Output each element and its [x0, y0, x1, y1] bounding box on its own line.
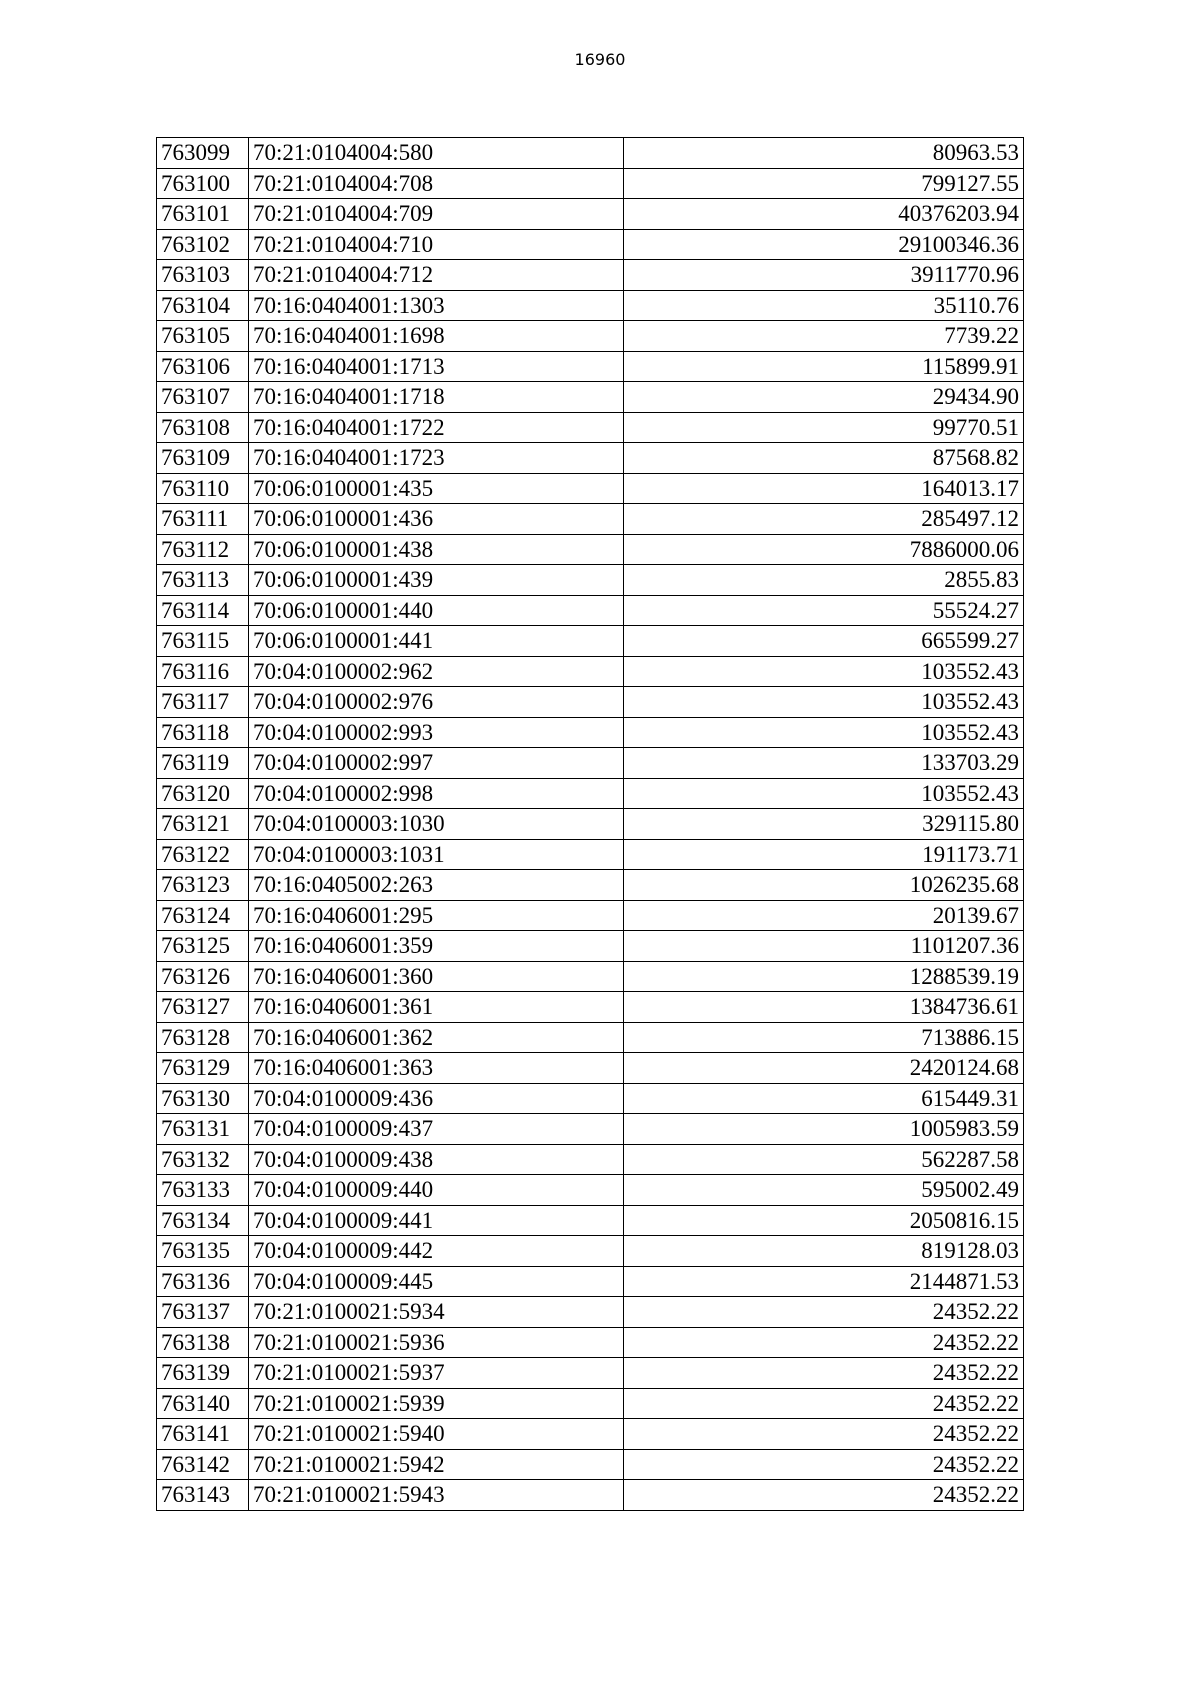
- cadastral-number-cell: 70:06:0100001:441: [249, 626, 624, 657]
- table-row: [157, 1480, 1024, 1511]
- table-row: [157, 168, 1024, 199]
- row-number-cell: 763111: [157, 504, 249, 535]
- table-row: [157, 1388, 1024, 1419]
- table-row: [157, 626, 1024, 657]
- row-number-cell: 763134: [157, 1205, 249, 1236]
- table-row: [157, 351, 1024, 382]
- cadastral-number-cell: 70:06:0100001:439: [249, 565, 624, 596]
- table-row: [157, 199, 1024, 230]
- cadastral-value-cell: 29434.90: [624, 382, 1024, 413]
- cadastral-value-cell: 20139.67: [624, 900, 1024, 931]
- cadastral-value-cell: 103552.43: [624, 717, 1024, 748]
- cadastral-number-cell: 70:21:0100021:5943: [249, 1480, 624, 1511]
- table-row: [157, 1022, 1024, 1053]
- cadastral-value-cell: 24352.22: [624, 1480, 1024, 1511]
- row-number-cell: 763118: [157, 717, 249, 748]
- cadastral-value-cell: 2420124.68: [624, 1053, 1024, 1084]
- table-row: [157, 961, 1024, 992]
- cadastral-value-cell: 35110.76: [624, 290, 1024, 321]
- row-number-cell: 763119: [157, 748, 249, 779]
- cadastral-value-cell: 7886000.06: [624, 534, 1024, 565]
- cadastral-value-cell: 24352.22: [624, 1449, 1024, 1480]
- table-row: [157, 778, 1024, 809]
- cadastral-value-cell: 3911770.96: [624, 260, 1024, 291]
- table-row: [157, 656, 1024, 687]
- table-row: [157, 900, 1024, 931]
- cadastral-number-cell: 70:04:0100002:998: [249, 778, 624, 809]
- cadastral-number-cell: 70:21:0104004:580: [249, 138, 624, 169]
- cadastral-value-cell: 191173.71: [624, 839, 1024, 870]
- row-number-cell: 763130: [157, 1083, 249, 1114]
- cadastral-value-cell: 1026235.68: [624, 870, 1024, 901]
- cadastral-number-cell: 70:04:0100009:438: [249, 1144, 624, 1175]
- cadastral-number-cell: 70:04:0100009:436: [249, 1083, 624, 1114]
- cadastral-value-cell: 103552.43: [624, 656, 1024, 687]
- table-row: [157, 260, 1024, 291]
- row-number-cell: 763105: [157, 321, 249, 352]
- row-number-cell: 763132: [157, 1144, 249, 1175]
- row-number-cell: 763138: [157, 1327, 249, 1358]
- table-row: [157, 534, 1024, 565]
- cadastral-number-cell: 70:16:0406001:360: [249, 961, 624, 992]
- cadastral-number-cell: 70:16:0404001:1718: [249, 382, 624, 413]
- row-number-cell: 763107: [157, 382, 249, 413]
- cadastral-value-cell: 615449.31: [624, 1083, 1024, 1114]
- cadastral-value-cell: 665599.27: [624, 626, 1024, 657]
- table-row: [157, 290, 1024, 321]
- table-row: [157, 382, 1024, 413]
- cadastral-value-cell: 1005983.59: [624, 1114, 1024, 1145]
- cadastral-value-cell: 562287.58: [624, 1144, 1024, 1175]
- cadastral-number-cell: 70:16:0404001:1722: [249, 412, 624, 443]
- cadastral-value-cell: 24352.22: [624, 1297, 1024, 1328]
- cadastral-value-cell: 103552.43: [624, 687, 1024, 718]
- row-number-cell: 763112: [157, 534, 249, 565]
- cadastral-number-cell: 70:16:0406001:362: [249, 1022, 624, 1053]
- table-row: [157, 1175, 1024, 1206]
- cadastral-number-cell: 70:21:0104004:708: [249, 168, 624, 199]
- row-number-cell: 763104: [157, 290, 249, 321]
- row-number-cell: 763101: [157, 199, 249, 230]
- cadastral-number-cell: 70:16:0406001:363: [249, 1053, 624, 1084]
- row-number-cell: 763141: [157, 1419, 249, 1450]
- cadastral-value-cell: 29100346.36: [624, 229, 1024, 260]
- cadastral-value-cell: 819128.03: [624, 1236, 1024, 1267]
- table-row: [157, 839, 1024, 870]
- cadastral-value-cell: 7739.22: [624, 321, 1024, 352]
- table-row: [157, 1419, 1024, 1450]
- cadastral-value-cell: 713886.15: [624, 1022, 1024, 1053]
- table-row: [157, 473, 1024, 504]
- cadastral-number-cell: 70:16:0404001:1723: [249, 443, 624, 474]
- cadastral-value-cell: 799127.55: [624, 168, 1024, 199]
- table-row: [157, 443, 1024, 474]
- cadastral-value-cell: 103552.43: [624, 778, 1024, 809]
- row-number-cell: 763126: [157, 961, 249, 992]
- cadastral-number-cell: 70:06:0100001:438: [249, 534, 624, 565]
- cadastral-number-cell: 70:16:0406001:361: [249, 992, 624, 1023]
- cadastral-value-cell: 1384736.61: [624, 992, 1024, 1023]
- row-number-cell: 763113: [157, 565, 249, 596]
- cadastral-number-cell: 70:16:0404001:1713: [249, 351, 624, 382]
- row-number-cell: 763142: [157, 1449, 249, 1480]
- table-row: [157, 931, 1024, 962]
- row-number-cell: 763099: [157, 138, 249, 169]
- cadastral-number-cell: 70:21:0100021:5937: [249, 1358, 624, 1389]
- cadastral-number-cell: 70:06:0100001:436: [249, 504, 624, 535]
- row-number-cell: 763143: [157, 1480, 249, 1511]
- cadastral-number-cell: 70:04:0100002:976: [249, 687, 624, 718]
- row-number-cell: 763140: [157, 1388, 249, 1419]
- row-number-cell: 763123: [157, 870, 249, 901]
- row-number-cell: 763127: [157, 992, 249, 1023]
- table-row: [157, 229, 1024, 260]
- table-row: [157, 1236, 1024, 1267]
- cadastral-number-cell: 70:06:0100001:440: [249, 595, 624, 626]
- table-row: [157, 1327, 1024, 1358]
- row-number-cell: 763135: [157, 1236, 249, 1267]
- cadastral-value-cell: 80963.53: [624, 138, 1024, 169]
- cadastral-value-cell: 24352.22: [624, 1358, 1024, 1389]
- cadastral-value-cell: 2144871.53: [624, 1266, 1024, 1297]
- cadastral-number-cell: 70:21:0104004:709: [249, 199, 624, 230]
- table-row: [157, 717, 1024, 748]
- row-number-cell: 763120: [157, 778, 249, 809]
- cadastral-number-cell: 70:04:0100009:442: [249, 1236, 624, 1267]
- table-body: [157, 138, 1024, 1511]
- row-number-cell: 763131: [157, 1114, 249, 1145]
- row-number-cell: 763103: [157, 260, 249, 291]
- table-row: [157, 321, 1024, 352]
- row-number-cell: 763136: [157, 1266, 249, 1297]
- table-row: [157, 809, 1024, 840]
- table-row: [157, 687, 1024, 718]
- cadastral-number-cell: 70:04:0100003:1031: [249, 839, 624, 870]
- cadastral-value-cell: 24352.22: [624, 1419, 1024, 1450]
- cadastral-number-cell: 70:21:0104004:712: [249, 260, 624, 291]
- row-number-cell: 763116: [157, 656, 249, 687]
- row-number-cell: 763137: [157, 1297, 249, 1328]
- table-row: [157, 1144, 1024, 1175]
- cadastral-number-cell: 70:04:0100003:1030: [249, 809, 624, 840]
- table-row: [157, 1266, 1024, 1297]
- cadastral-number-cell: 70:04:0100009:437: [249, 1114, 624, 1145]
- cadastral-value-cell: 1101207.36: [624, 931, 1024, 962]
- table-row: [157, 1205, 1024, 1236]
- cadastral-number-cell: 70:16:0406001:295: [249, 900, 624, 931]
- row-number-cell: 763139: [157, 1358, 249, 1389]
- cadastral-number-cell: 70:04:0100009:445: [249, 1266, 624, 1297]
- row-number-cell: 763129: [157, 1053, 249, 1084]
- table-row: [157, 412, 1024, 443]
- row-number-cell: 763133: [157, 1175, 249, 1206]
- cadastral-number-cell: 70:16:0405002:263: [249, 870, 624, 901]
- cadastral-number-cell: 70:21:0100021:5942: [249, 1449, 624, 1480]
- row-number-cell: 763117: [157, 687, 249, 718]
- cadastral-number-cell: 70:06:0100001:435: [249, 473, 624, 504]
- table-row: [157, 1053, 1024, 1084]
- row-number-cell: 763115: [157, 626, 249, 657]
- row-number-cell: 763124: [157, 900, 249, 931]
- row-number-cell: 763102: [157, 229, 249, 260]
- cadastral-value-cell: 99770.51: [624, 412, 1024, 443]
- cadastral-value-cell: 329115.80: [624, 809, 1024, 840]
- cadastral-value-cell: 2855.83: [624, 565, 1024, 596]
- cadastral-value-cell: 133703.29: [624, 748, 1024, 779]
- table-row: [157, 565, 1024, 596]
- cadastral-number-cell: 70:21:0100021:5939: [249, 1388, 624, 1419]
- table-row: [157, 870, 1024, 901]
- cadastral-number-cell: 70:04:0100002:962: [249, 656, 624, 687]
- cadastral-number-cell: 70:04:0100009:440: [249, 1175, 624, 1206]
- cadastral-value-cell: 87568.82: [624, 443, 1024, 474]
- page-number: 16960: [574, 50, 626, 69]
- cadastral-number-cell: 70:16:0406001:359: [249, 931, 624, 962]
- cadastral-number-cell: 70:04:0100002:993: [249, 717, 624, 748]
- row-number-cell: 763109: [157, 443, 249, 474]
- cadastral-number-cell: 70:21:0100021:5934: [249, 1297, 624, 1328]
- row-number-cell: 763114: [157, 595, 249, 626]
- cadastral-number-cell: 70:21:0104004:710: [249, 229, 624, 260]
- row-number-cell: 763122: [157, 839, 249, 870]
- table-row: [157, 504, 1024, 535]
- cadastral-number-cell: 70:16:0404001:1698: [249, 321, 624, 352]
- cadastral-number-cell: 70:04:0100002:997: [249, 748, 624, 779]
- cadastral-value-cell: 164013.17: [624, 473, 1024, 504]
- table-row: [157, 1083, 1024, 1114]
- cadastral-value-table: [156, 137, 1024, 1511]
- table-row: [157, 1449, 1024, 1480]
- row-number-cell: 763100: [157, 168, 249, 199]
- table-row: [157, 748, 1024, 779]
- table-row: [157, 992, 1024, 1023]
- cadastral-value-cell: 1288539.19: [624, 961, 1024, 992]
- cadastral-value-cell: 115899.91: [624, 351, 1024, 382]
- cadastral-value-cell: 2050816.15: [624, 1205, 1024, 1236]
- table-row: [157, 1114, 1024, 1145]
- row-number-cell: 763125: [157, 931, 249, 962]
- cadastral-value-cell: 55524.27: [624, 595, 1024, 626]
- cadastral-number-cell: 70:21:0100021:5940: [249, 1419, 624, 1450]
- table-row: [157, 1297, 1024, 1328]
- row-number-cell: 763128: [157, 1022, 249, 1053]
- cadastral-value-cell: 24352.22: [624, 1388, 1024, 1419]
- cadastral-number-cell: 70:21:0100021:5936: [249, 1327, 624, 1358]
- table-row: [157, 138, 1024, 169]
- table-row: [157, 595, 1024, 626]
- cadastral-number-cell: 70:16:0404001:1303: [249, 290, 624, 321]
- row-number-cell: 763110: [157, 473, 249, 504]
- row-number-cell: 763121: [157, 809, 249, 840]
- cadastral-value-cell: 595002.49: [624, 1175, 1024, 1206]
- cadastral-number-cell: 70:04:0100009:441: [249, 1205, 624, 1236]
- cadastral-value-cell: 24352.22: [624, 1327, 1024, 1358]
- cadastral-value-cell: 40376203.94: [624, 199, 1024, 230]
- table-row: [157, 1358, 1024, 1389]
- cadastral-value-cell: 285497.12: [624, 504, 1024, 535]
- row-number-cell: 763108: [157, 412, 249, 443]
- row-number-cell: 763106: [157, 351, 249, 382]
